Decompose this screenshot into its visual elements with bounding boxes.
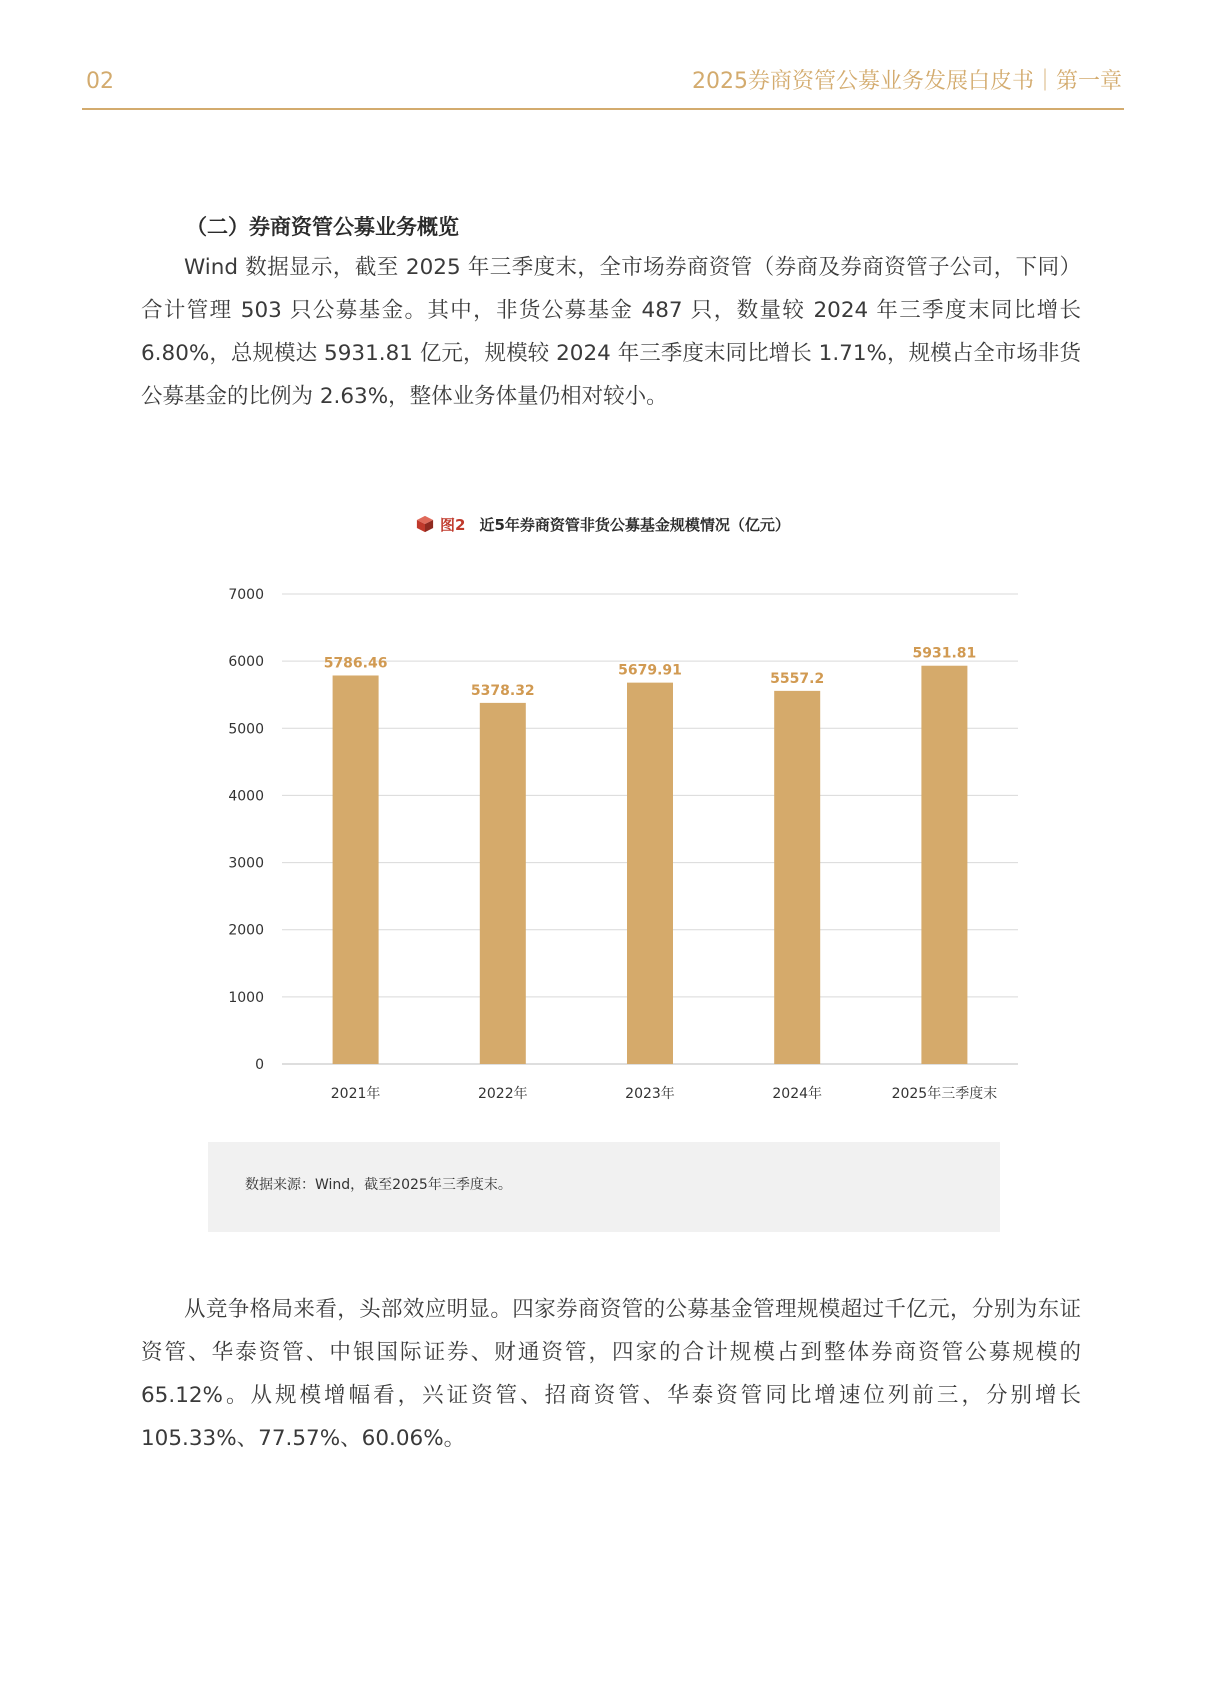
data-label: 5679.91 (618, 662, 682, 679)
bar (480, 703, 526, 1064)
source-note: 数据来源：Wind，截至2025年三季度末。 (245, 1177, 512, 1193)
source-note-box (208, 1142, 1000, 1232)
figure-title: 近5年券商资管非货公募基金规模情况（亿元） (479, 516, 790, 534)
bar-chart (200, 570, 1030, 1110)
data-label: 5786.46 (323, 655, 388, 672)
y-tick-label: 3000 (228, 855, 264, 872)
body-paragraph-2: 从竞争格局来看，头部效应明显。四家券商资管的公募基金管理规模超过千亿元，分别为东证资管、华泰资管、中银国际证券、财通资管，四家的合计规模占到整体券商资管公募规模的 65.12%。从规模增幅看，兴证资管、招商资管、华泰资管同比增速位列前三，分别增长 105.33%、77.57%、60.06%。 (141, 1297, 1081, 1451)
bar (774, 691, 820, 1064)
x-tick-label: 2023年 (625, 1086, 675, 1102)
y-tick-label: 4000 (228, 788, 264, 805)
data-label: 5557.2 (770, 670, 825, 687)
body-paragraph-1: Wind 数据显示，截至 2025 年三季度末，全市场券商资管（券商及券商资管子公司，下同）合计管理 503 只公募基金。其中，非货公募基金 487 只，数量较 2024 年三季度末同比增长 6.80%，总规模达 5931.81 亿元，规模较 2024 年三季度末同比增长 1.71%，规模占全市场非货公募基金的比例为 2.63%，整体业务体量仍相对较小。 (141, 255, 1081, 409)
x-tick-label: 2025年三季度末 (891, 1086, 998, 1102)
figure-label: 图2 (440, 516, 466, 534)
data-label: 5378.32 (470, 682, 535, 699)
running-header-title: 2025券商资管公募业务发展白皮书｜第一章 (692, 69, 1122, 94)
bar (333, 675, 379, 1064)
y-tick-label: 7000 (228, 587, 264, 603)
data-label: 5931.81 (912, 645, 977, 662)
bar (921, 666, 967, 1064)
y-tick-label: 6000 (228, 654, 264, 671)
x-tick-label: 2024年 (772, 1086, 823, 1102)
y-tick-label: 5000 (228, 721, 264, 738)
bar (627, 683, 673, 1064)
y-tick-label: 0 (255, 1057, 264, 1073)
section-heading: （二）券商资管公募业务概览 (186, 215, 459, 239)
x-tick-label: 2022年 (477, 1086, 528, 1102)
y-tick-label: 2000 (228, 922, 264, 939)
cube-icon (416, 515, 434, 533)
header-divider (82, 108, 1124, 110)
page-number: 02 (86, 69, 114, 94)
y-tick-label: 1000 (228, 989, 264, 1006)
x-tick-label: 2021年 (330, 1086, 381, 1102)
figure-caption (0, 513, 1206, 537)
